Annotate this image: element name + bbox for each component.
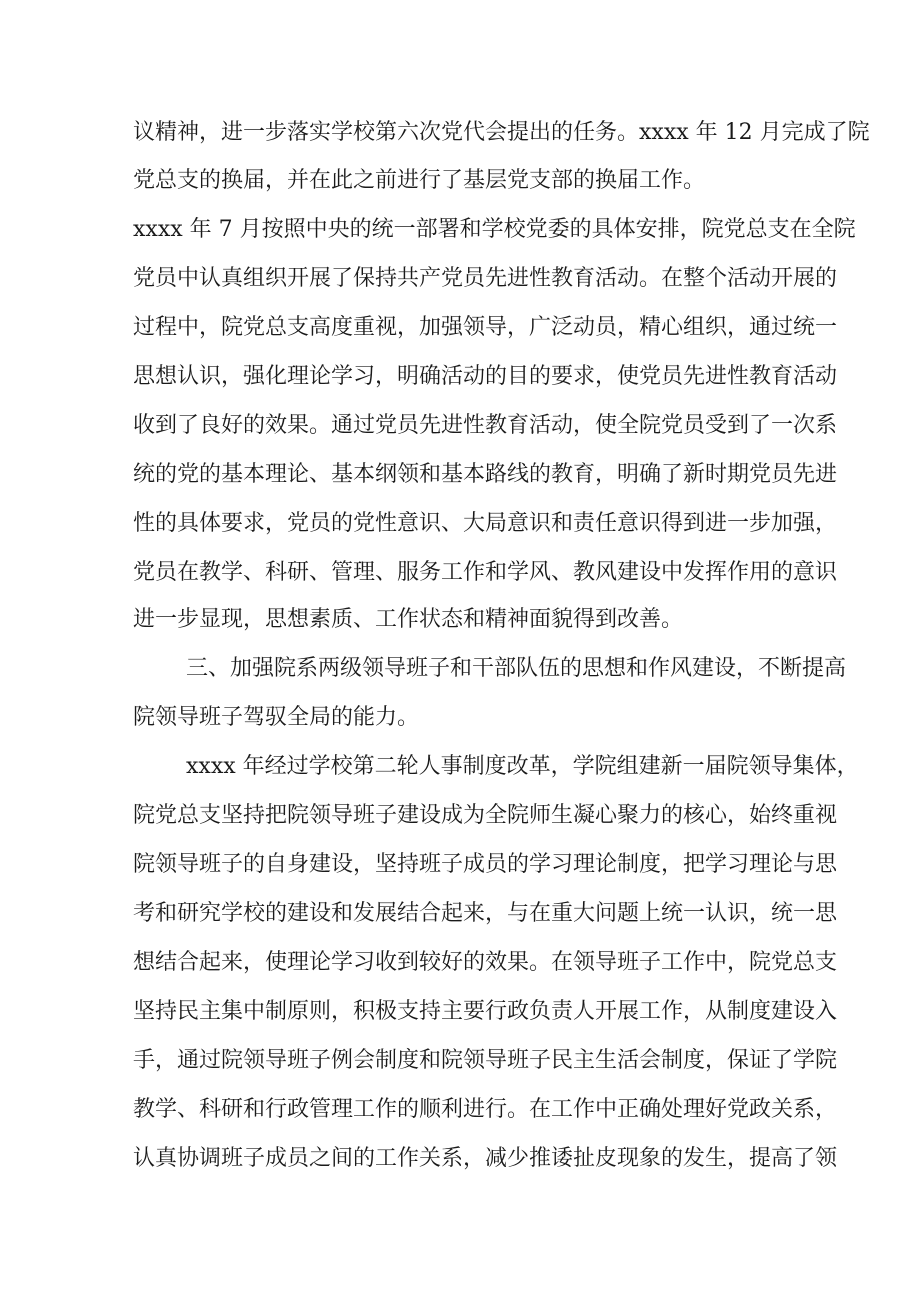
text-line: 手，通过院领导班子例会制度和院领导班子民主生活会制度，保证了学院 bbox=[133, 1048, 838, 1073]
section-heading-line: 院领导班子驾驭全局的能力。 bbox=[133, 705, 420, 730]
text-line: 教学、科研和行政管理工作的顺利进行。在工作中正确处理好党政关系， bbox=[133, 1097, 838, 1122]
text-line: 考和研究学校的建设和发展结合起来，与在重大问题上统一认识，统一思 bbox=[133, 901, 838, 926]
text-line: 议精神，进一步落实学校第六次党代会提出的任务。xxxx 年 12 月完成了院 bbox=[133, 120, 870, 145]
text-line: 思想认识，强化理论学习，明确活动的目的要求，使党员先进性教育活动 bbox=[133, 364, 838, 389]
section-heading-line: 三、加强院系两级领导班子和干部队伍的思想和作风建设，不断提高 bbox=[186, 656, 847, 681]
text-line: 党总支的换届，并在此之前进行了基层党支部的换届工作。 bbox=[133, 168, 706, 193]
text-line: 院领导班子的自身建设，坚持班子成员的学习理论制度，把学习理论与思 bbox=[133, 852, 838, 877]
text-line: 认真协调班子成员之间的工作关系，减少推诿扯皮现象的发生，提高了领 bbox=[133, 1146, 838, 1171]
text-line: 统的党的基本理论、基本纲领和基本路线的教育，明确了新时期党员先进 bbox=[133, 462, 838, 487]
text-line: 党员在教学、科研、管理、服务工作和学风、教风建设中发挥作用的意识 bbox=[133, 560, 838, 585]
text-line: 想结合起来，使理论学习收到较好的效果。在领导班子工作中，院党总支 bbox=[133, 950, 838, 975]
text-line: 性的具体要求，党员的党性意识、大局意识和责任意识得到进一步加强， bbox=[133, 511, 838, 536]
text-line: 过程中，院党总支高度重视，加强领导，广泛动员，精心组织，通过统一 bbox=[133, 315, 838, 340]
text-line: 收到了良好的效果。通过党员先进性教育活动，使全院党员受到了一次系 bbox=[133, 413, 838, 438]
text-line: xxxx 年经过学校第二轮人事制度改革，学院组建新一届院领导集体， bbox=[186, 754, 859, 779]
text-line: 党员中认真组织开展了保持共产党员先进性教育活动。在整个活动开展的 bbox=[133, 266, 838, 291]
text-line: 院党总支坚持把院领导班子建设成为全院师生凝心聚力的核心，始终重视 bbox=[133, 803, 838, 828]
text-line: 坚持民主集中制原则，积极支持主要行政负责人开展工作，从制度建设入 bbox=[133, 999, 838, 1024]
text-line: xxxx 年 7 月按照中央的统一部署和学校党委的具体安排，院党总支在全院 bbox=[133, 217, 856, 242]
text-line: 进一步显现，思想素质、工作状态和精神面貌得到改善。 bbox=[133, 607, 684, 632]
